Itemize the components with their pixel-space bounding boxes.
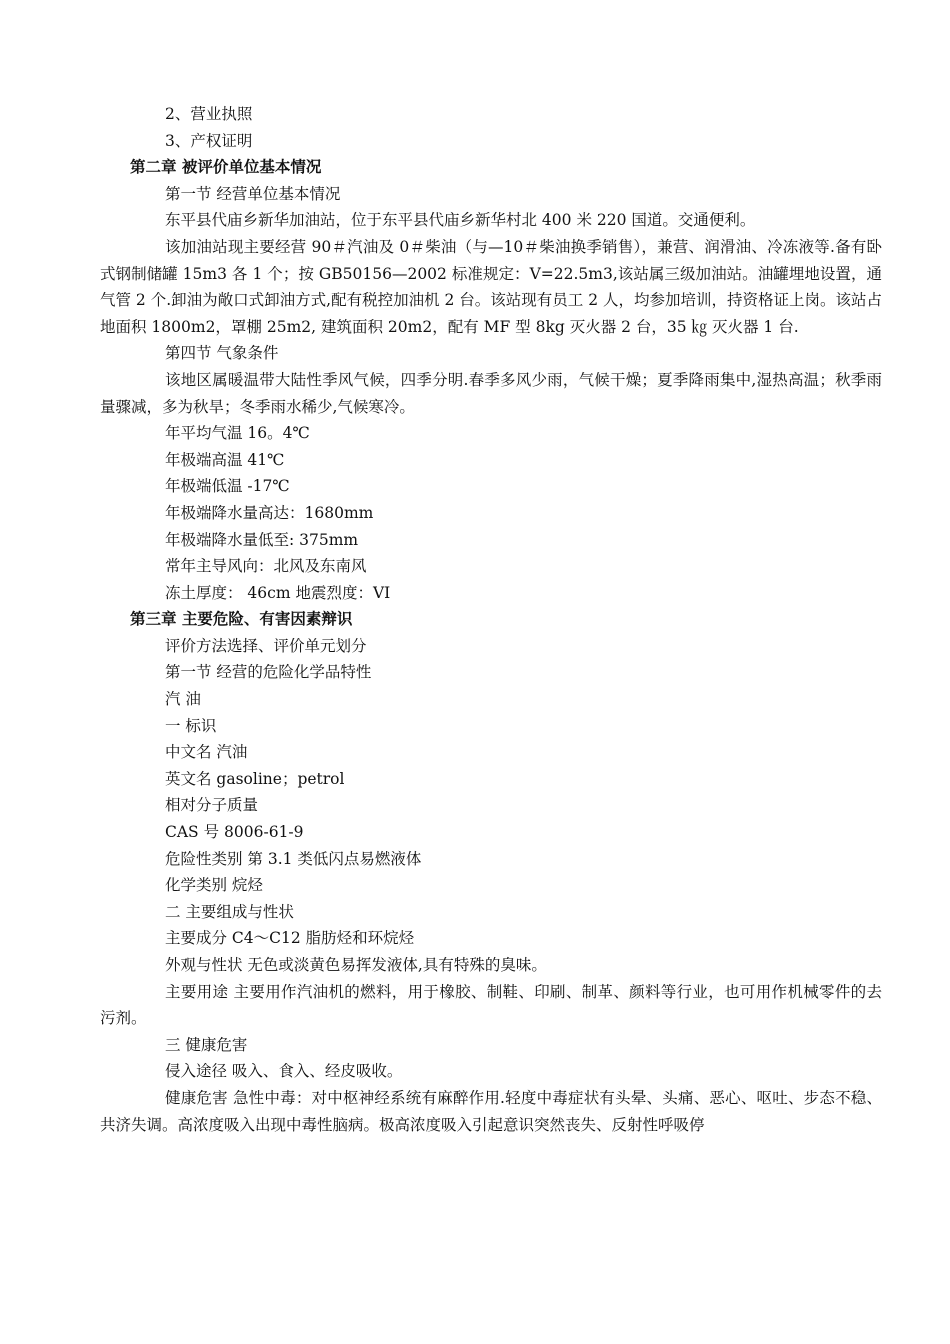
- climate-max-temp: 年极端高温 41℃: [165, 450, 285, 469]
- main-uses-paragraph: 主要用途 主要用作汽油机的燃料，用于橡胶、制鞋、印刷、制革、颜料等行业，也可用作机械零件的去污剂。: [100, 982, 882, 1028]
- chinese-name-line: 中文名 汽油: [165, 743, 248, 762]
- molecular-mass-line: 相对分子质量: [165, 796, 259, 815]
- gasoline-title: 汽 油: [165, 690, 201, 709]
- list-item-business-license: 2、营业执照: [165, 105, 253, 123]
- exposure-route-line: 侵入途径 吸入、食入、经皮吸收。: [165, 1062, 403, 1081]
- health-hazard-paragraph: 健康危害 急性中毒：对中枢神经系统有麻醉作用.轻度中毒症状有头晕、头痛、恶心、呕吐、步态不稳、共济失调。高浓度吸入出现中毒性脑病。极高浓度吸入引起意识突然丧失、反射性呼吸停: [100, 1088, 882, 1134]
- station-description-paragraph: 该加油站现主要经营 90＃汽油及 0＃柴油（与—10＃柴油换季销售），兼营、润滑油、冷冻液等.备有卧式钢制储罐 15m3 各 1 个；按 GB50156—2002 标准规定：V=22.5m3,该站属三级加油站。油罐埋地设置，通气管 2 个.卸油为敞口式卸油方式,配有税控加油机 2 台。该站现有员工 2 人，均参加培训，持资格证上岗。该站占地面积 1800m2，罩棚 25m2, 建筑面积 20m2，配有 MF 型 8kg 灭火器 2 台，35 ㎏ 灭火器 1 台.: [100, 237, 883, 336]
- list-item-property-certificate: 3、产权证明: [165, 131, 253, 150]
- climate-min-temp: 年极端低温 -17℃: [165, 477, 290, 496]
- identification-heading: 一 标识: [165, 716, 217, 735]
- composition-heading: 二 主要组成与性状: [165, 902, 294, 921]
- section-1-heading: 第一节 经营单位基本情况: [165, 184, 341, 203]
- climate-frost-seismic: 冻土厚度： 46cm 地震烈度：VI: [165, 583, 391, 602]
- climate-wind-direction: 常年主导风向：北风及东南风: [165, 557, 367, 576]
- climate-max-precipitation: 年极端降水量高达：1680mm: [165, 503, 374, 522]
- climate-avg-temp: 年平均气温 16。4℃: [165, 424, 310, 443]
- english-name-line: 英文名 gasoline；petrol: [165, 769, 345, 788]
- climate-min-precipitation: 年极端降水量低至: 375mm: [165, 530, 359, 549]
- cas-number-line: CAS 号 8006-61-9: [165, 823, 304, 842]
- chemical-class-line: 化学类别 烷烃: [165, 876, 263, 895]
- chemical-section-heading: 第一节 经营的危险化学品特性: [165, 663, 372, 682]
- section-4-heading: 第四节 气象条件: [165, 344, 279, 363]
- main-components-line: 主要成分 C4～C12 脂肪烃和环烷烃: [165, 929, 415, 948]
- appearance-line: 外观与性状 无色或淡黄色易挥发液体,具有特殊的臭味。: [165, 956, 547, 974]
- location-paragraph: 东平县代庙乡新华加油站，位于东平县代庙乡新华村北 400 米 220 国道。交通便利。: [165, 211, 756, 230]
- chapter-2-heading: 第二章 被评价单位基本情况: [130, 157, 322, 177]
- document-body: [100, 101, 882, 1138]
- climate-paragraph: 该地区属暖温带大陆性季风气候，四季分明.春季多风少雨，气候干燥；夏季降雨集中,湿热高温；秋季雨量骤减，多为秋旱；冬季雨水稀少,气候寒冷。: [100, 370, 882, 416]
- hazard-class-line: 危险性类别 第 3.1 类低闪点易燃液体: [165, 849, 422, 868]
- evaluation-method-line: 评价方法选择、评价单元划分: [165, 636, 367, 655]
- health-hazard-heading: 三 健康危害: [165, 1035, 248, 1054]
- chapter-3-heading: 第三章 主要危险、有害因素辩识: [130, 609, 353, 629]
